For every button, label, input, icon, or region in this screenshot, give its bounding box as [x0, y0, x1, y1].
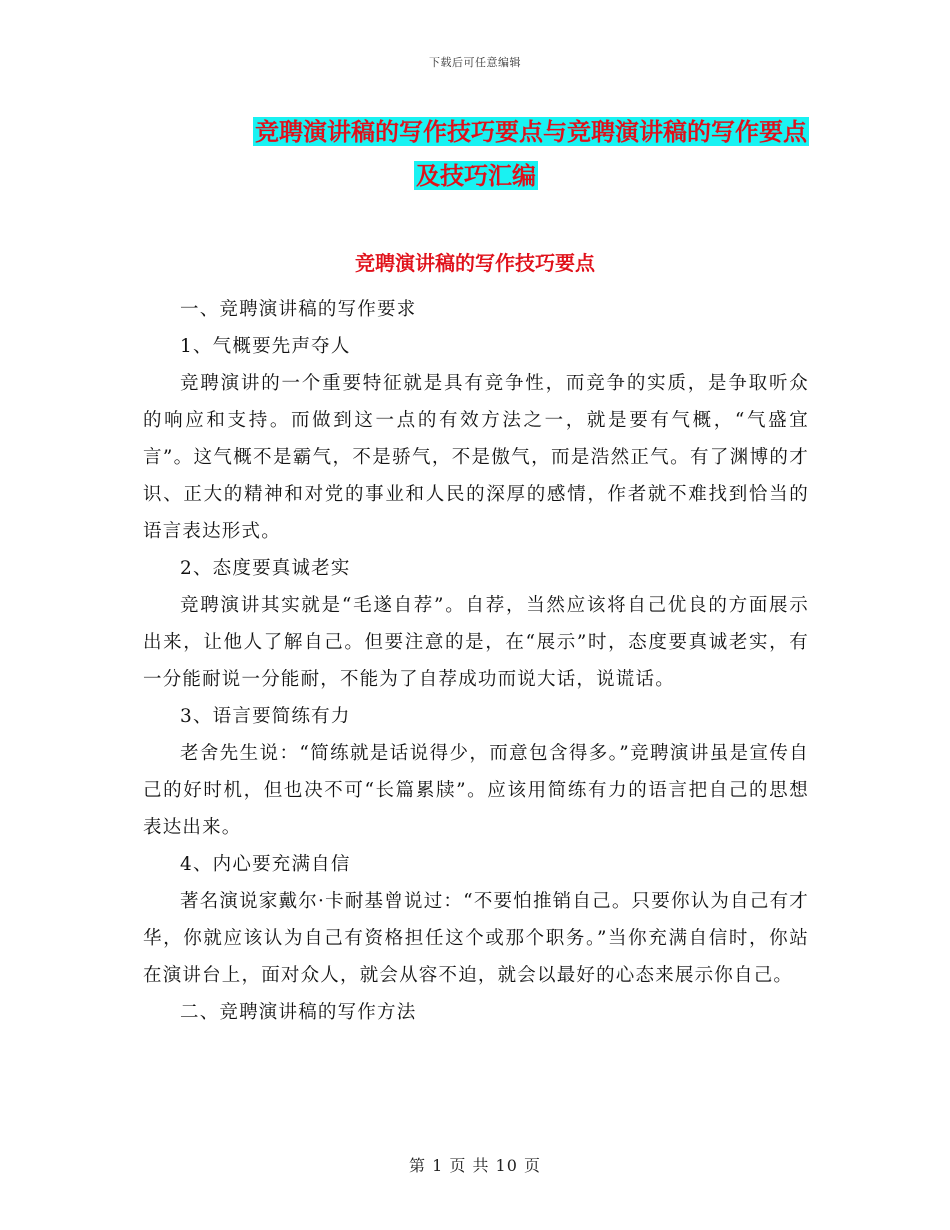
body-text — [143, 291, 809, 1031]
title-line-1-text: 竞聘演讲稿的写作技巧要点与竞聘演讲稿的写作要点 — [255, 117, 807, 146]
header-note: 下载后可任意编辑 — [429, 56, 521, 69]
page-footer: 第 1 页 共 10 页 — [409, 1156, 541, 1175]
title-line-2-text: 及技巧汇编 — [416, 161, 536, 190]
section-title: 竞聘演讲稿的写作技巧要点 — [355, 251, 595, 275]
title-line-2 — [414, 161, 538, 190]
paragraph-1: 竞聘演讲的一个重要特征就是具有竞争性，而竞争的实质，是争取听众的响应和支持。而做到这一点的有效方法之一，就是要有气概，“气盛宜言”。这气概不是霸气，不是骄气，不是傲气，而是浩然正气。有了渊博的才识、正大的精神和对党的事业和人民的深厚的感情，作者就不难找到恰当的语言表达形式。 — [143, 373, 809, 542]
paragraph-2: 竞聘演讲其实就是“毛遂自荐”。自荐，当然应该将自己优良的方面展示出来，让他人了解自己。但要注意的是，在“展示”时，态度要真诚老实，有一分能耐说一分能耐，不能为了自荐成功而说大话，说谎话。 — [143, 595, 809, 690]
subheading-4: 4、内心要充满自信 — [180, 854, 351, 875]
heading-writing-methods: 二、竞聘演讲稿的写作方法 — [180, 1002, 417, 1023]
subheading-2: 2、态度要真诚老实 — [180, 558, 351, 579]
document-title — [143, 110, 809, 198]
heading-writing-requirements: 一、竞聘演讲稿的写作要求 — [180, 299, 417, 320]
paragraph-3: 老舍先生说：“简练就是话说得少，而意包含得多。”竞聘演讲虽是宣传自己的好时机，但也决不可“长篇累牍”。应该用简练有力的语言把自己的思想表达出来。 — [143, 743, 809, 838]
title-line-1 — [143, 110, 809, 154]
subheading-1: 1、气概要先声夺人 — [180, 336, 351, 357]
subheading-3: 3、语言要简练有力 — [180, 706, 351, 727]
paragraph-4: 著名演说家戴尔·卡耐基曾说过：“不要怕推销自己。只要你认为自己有才华，你就应该认为自己有资格担任这个或那个职务。”当你充满自信时，你站在演讲台上，面对众人，就会从容不迫，就会以最好的心态来展示你自己。 — [143, 891, 809, 986]
